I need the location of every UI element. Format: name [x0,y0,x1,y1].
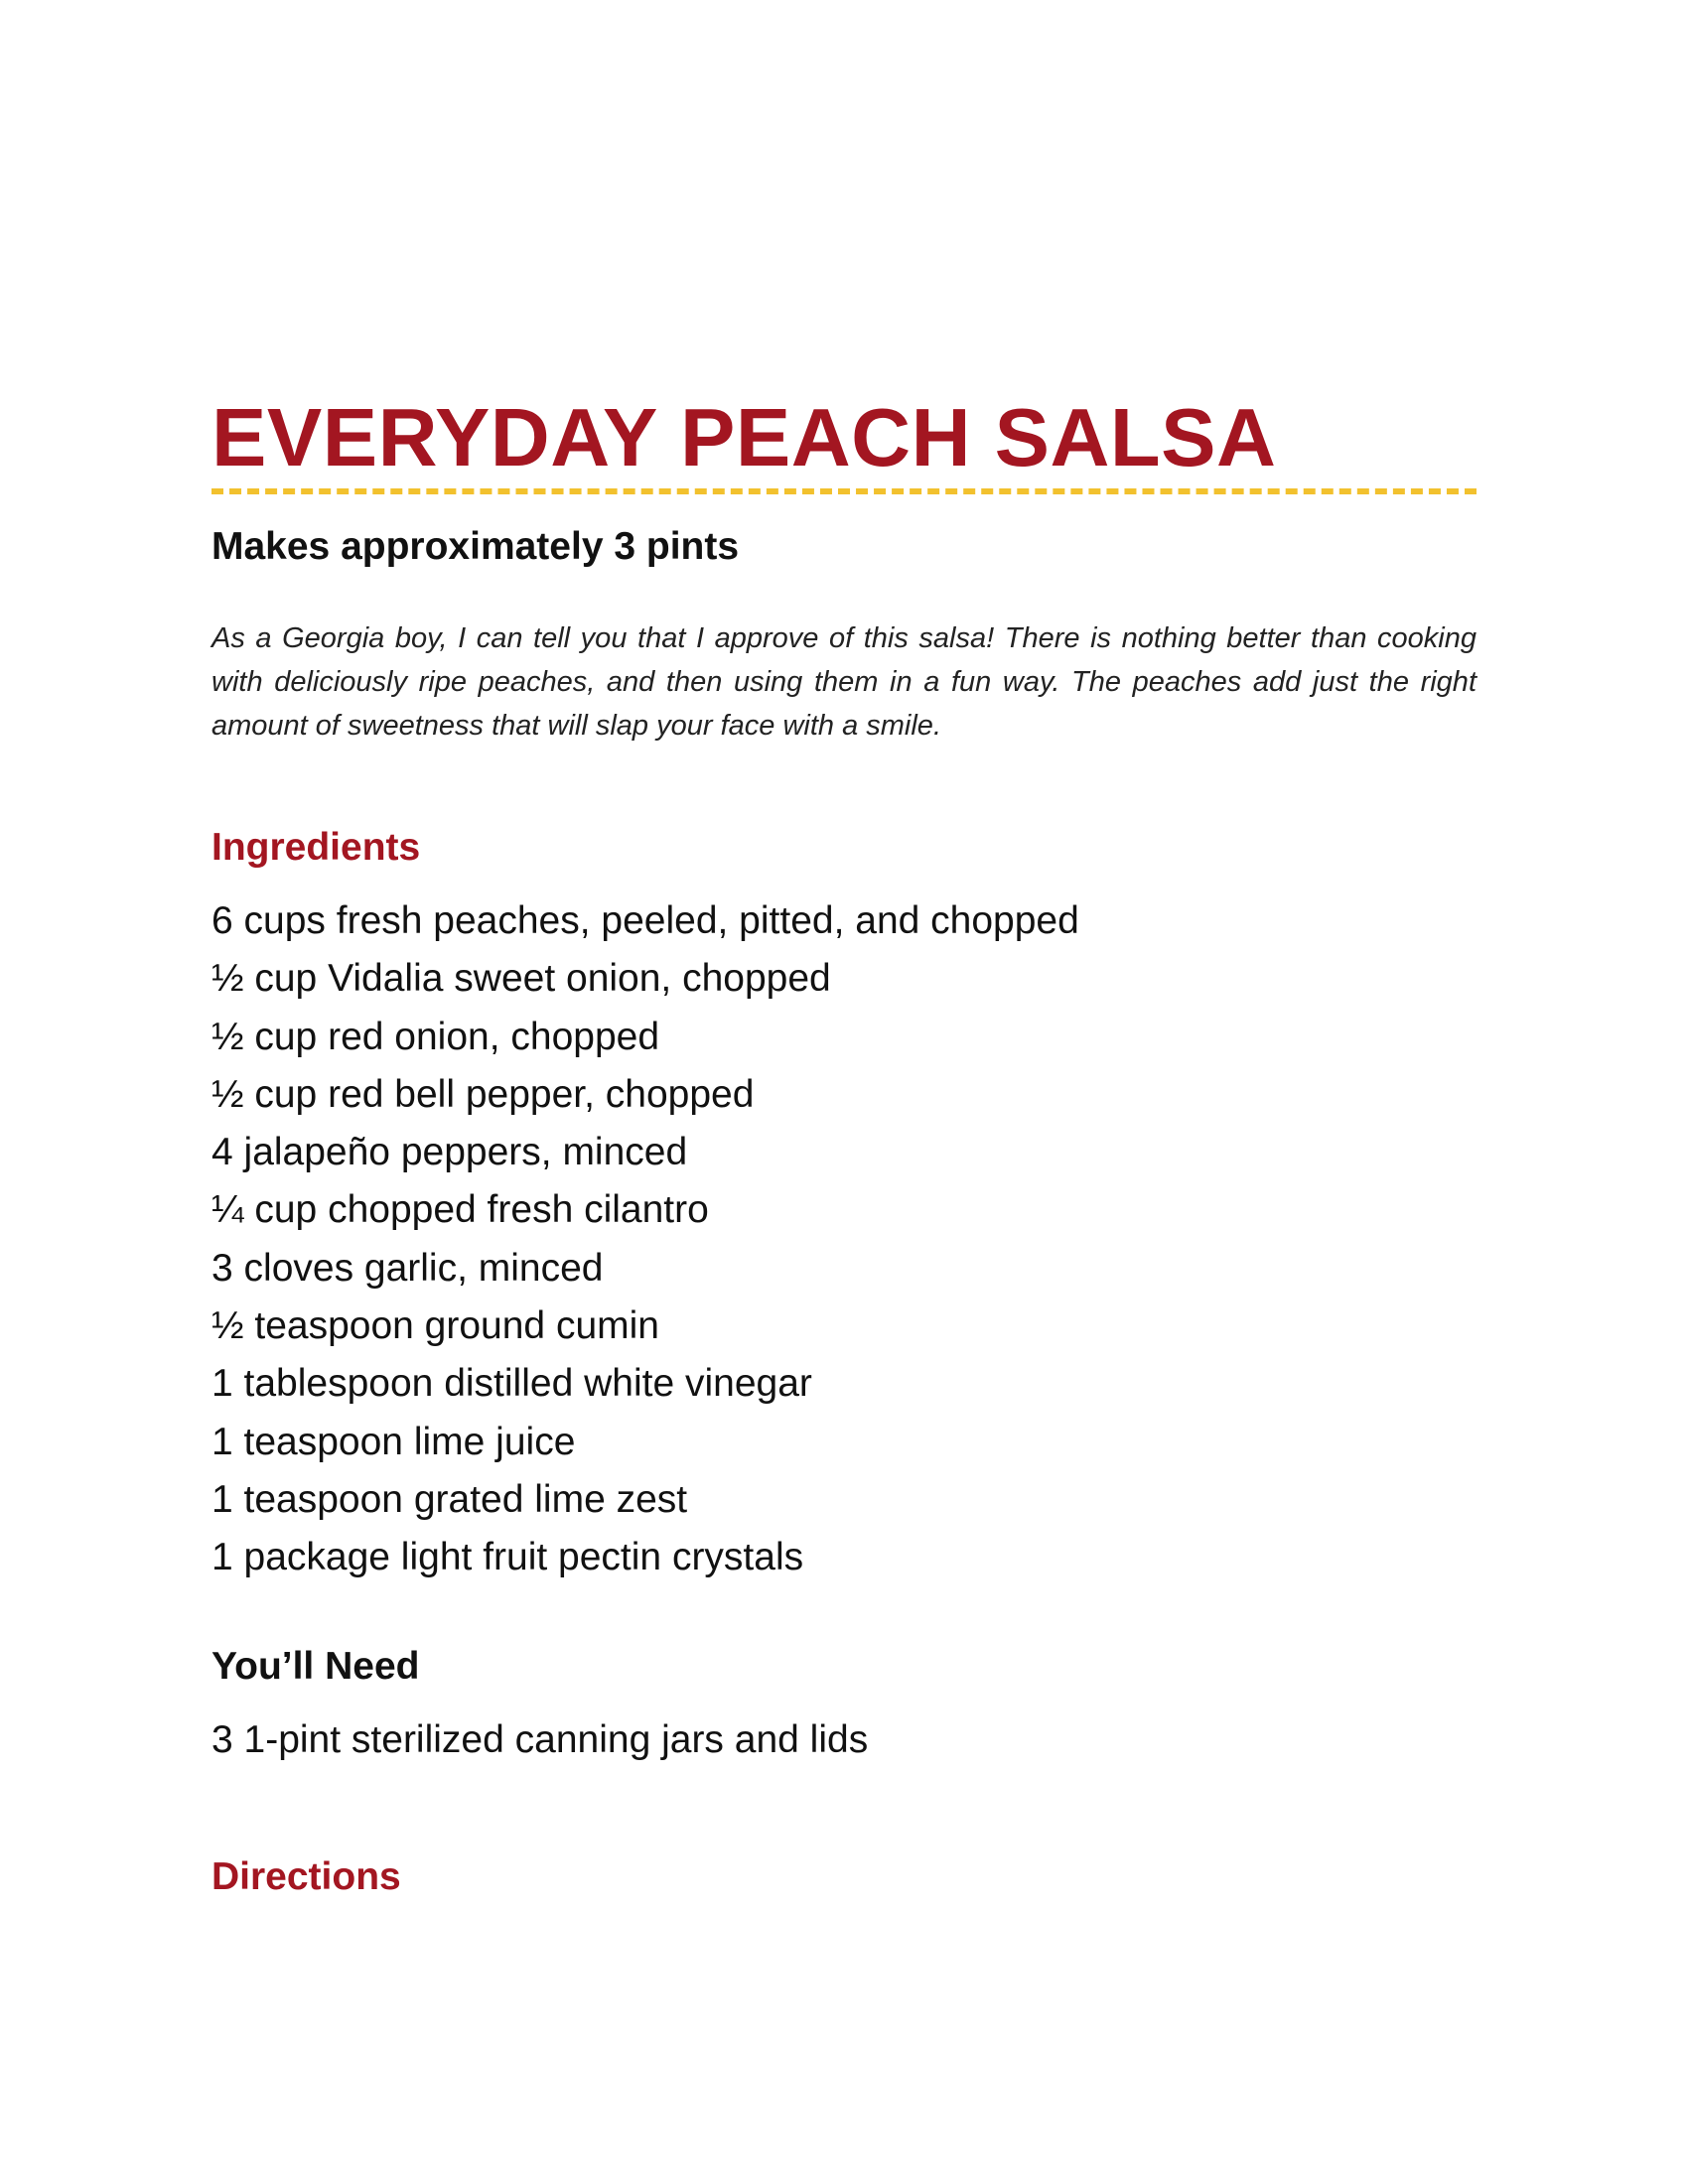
ingredient-item: 4 jalapeño peppers, minced [211,1131,688,1174]
recipe-intro: As a Georgia boy, I can tell you that I approve of this salsa! There is nothing better than cooking with deliciously ripe peaches, and then using them in a fun way. The peaches add just the right amount of sweetness that will slap your face with a smile. [211,622,1477,742]
ingredient-item: ¼ cup chopped fresh cilantro [211,1188,709,1232]
recipe-yield: Makes approximately 3 pints [211,525,740,568]
ingredient-item: 6 cups fresh peaches, peeled, pitted, and chopped [211,899,1079,942]
equipment-item: 3 1-pint sterilized canning jars and lids [211,1717,869,1761]
ingredient-item: ½ teaspoon ground cumin [211,1304,659,1348]
ingredient-item: ½ cup red bell pepper, chopped [211,1072,755,1116]
ingredient-item: 1 tablespoon distilled white vinegar [211,1362,812,1406]
ingredient-item: 1 teaspoon grated lime zest [211,1477,688,1521]
equipment-heading: You’ll Need [211,1644,420,1688]
ingredient-item: 1 teaspoon lime juice [211,1420,576,1463]
ingredient-item: 1 package light fruit pectin crystals [211,1536,804,1579]
ingredients-heading: Ingredients [211,826,421,869]
ingredient-item: ½ cup red onion, chopped [211,1015,660,1058]
ingredient-item: ½ cup Vidalia sweet onion, chopped [211,957,831,1001]
title-divider [211,488,1477,494]
directions-heading: Directions [211,1854,401,1898]
recipe-page [211,392,1477,1900]
recipe-title: EVERYDAY PEACH SALSA [211,391,1277,483]
ingredients-list [211,892,1477,1587]
ingredient-item: 3 cloves garlic, minced [211,1246,604,1290]
